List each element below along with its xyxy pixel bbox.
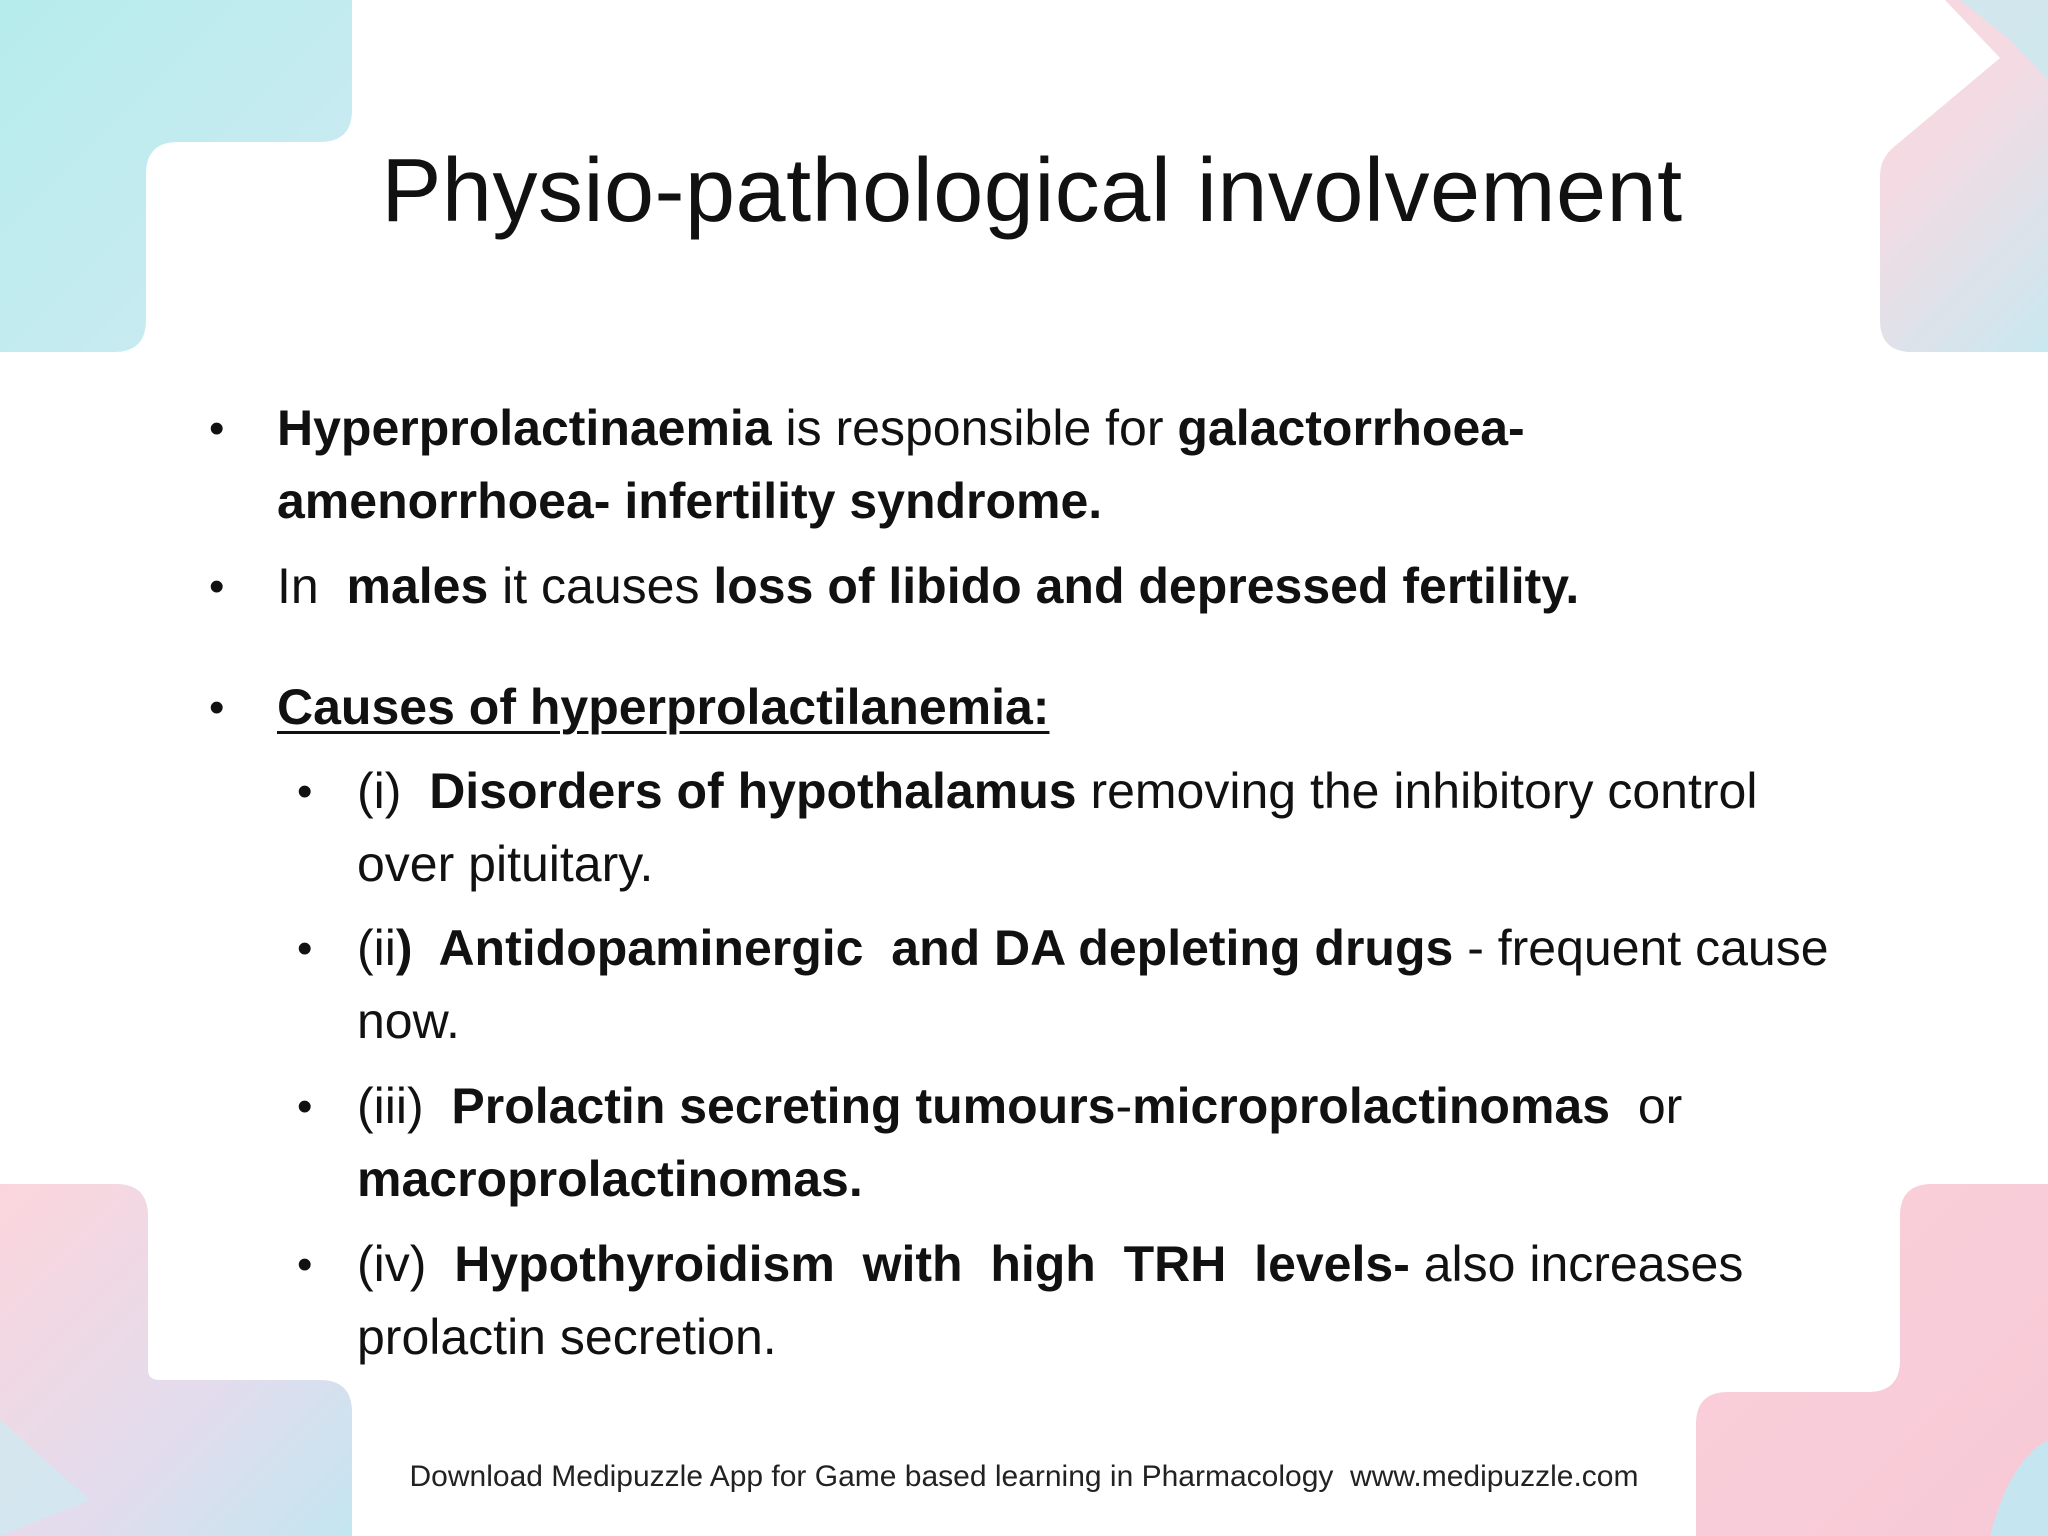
bullet-text-bold: Disorders of hypothalamus: [429, 763, 1077, 819]
sub-bullet-item: [297, 1228, 1837, 1374]
bullet-dot: •: [209, 683, 225, 732]
bullet-text: - frequent cause now.: [357, 920, 1829, 1049]
bullet-text: is responsible for: [771, 400, 1178, 456]
bullet-text-bold: macroprolactinomas.: [357, 1151, 863, 1207]
bullet-text: removing the inhibitory control over pituitary.: [357, 763, 1758, 892]
bullet-item: [209, 550, 1707, 623]
bullet-dot: •: [297, 1082, 313, 1131]
bullet-text: it causes: [488, 558, 714, 614]
bullet-dot: •: [209, 404, 225, 453]
bullet-text-bold: microprolactinomas: [1132, 1078, 1611, 1134]
sub-bullet-item: [297, 1070, 1837, 1216]
bullet-text-bold: ) Antidopaminergic and DA depleting drugs: [395, 920, 1454, 976]
sub-bullet-item: [297, 912, 1837, 1058]
bullet-text: (ii: [357, 920, 396, 976]
bullet-text: -: [1115, 1078, 1133, 1134]
bullet-text: (iv): [357, 1236, 455, 1292]
bullet-text-bold: galactorrhoea- amenorrhoea- infertility syndrome.: [277, 400, 1525, 529]
sub-bullet-item: [297, 755, 1837, 901]
bullet-text-bold: males: [346, 558, 489, 614]
bullet-dot: •: [297, 767, 313, 816]
bullet-text-bold: Prolactin secreting tumours: [451, 1078, 1116, 1134]
bullet-dot: •: [297, 1240, 313, 1289]
bullet-text-bold: Hypothyroidism with high TRH levels-: [454, 1236, 1410, 1292]
bullet-text: also increases prolactin secretion.: [357, 1236, 1744, 1365]
footer-text: Download Medipuzzle App for Game based learning in Pharmacology www.medipuzzle.com: [409, 1460, 1639, 1493]
bullet-text-bold: Hyperprolactinaemia: [277, 400, 772, 456]
bullet-text: (i): [357, 763, 430, 819]
bullet-dot: •: [209, 562, 225, 611]
slide-title: Physio-pathological involvement: [381, 141, 1683, 241]
bullet-text-bold: loss of libido and depressed fertility.: [713, 558, 1580, 614]
bullet-item: [209, 671, 1707, 744]
causes-heading: Causes of hyperprolactilanemia:: [277, 679, 1050, 735]
bullet-dot: •: [297, 924, 313, 973]
bullet-text: or: [1610, 1078, 1697, 1134]
bullet-text: (iii): [357, 1078, 452, 1134]
bullet-item: [209, 392, 1707, 538]
bullet-text: In: [277, 558, 347, 614]
